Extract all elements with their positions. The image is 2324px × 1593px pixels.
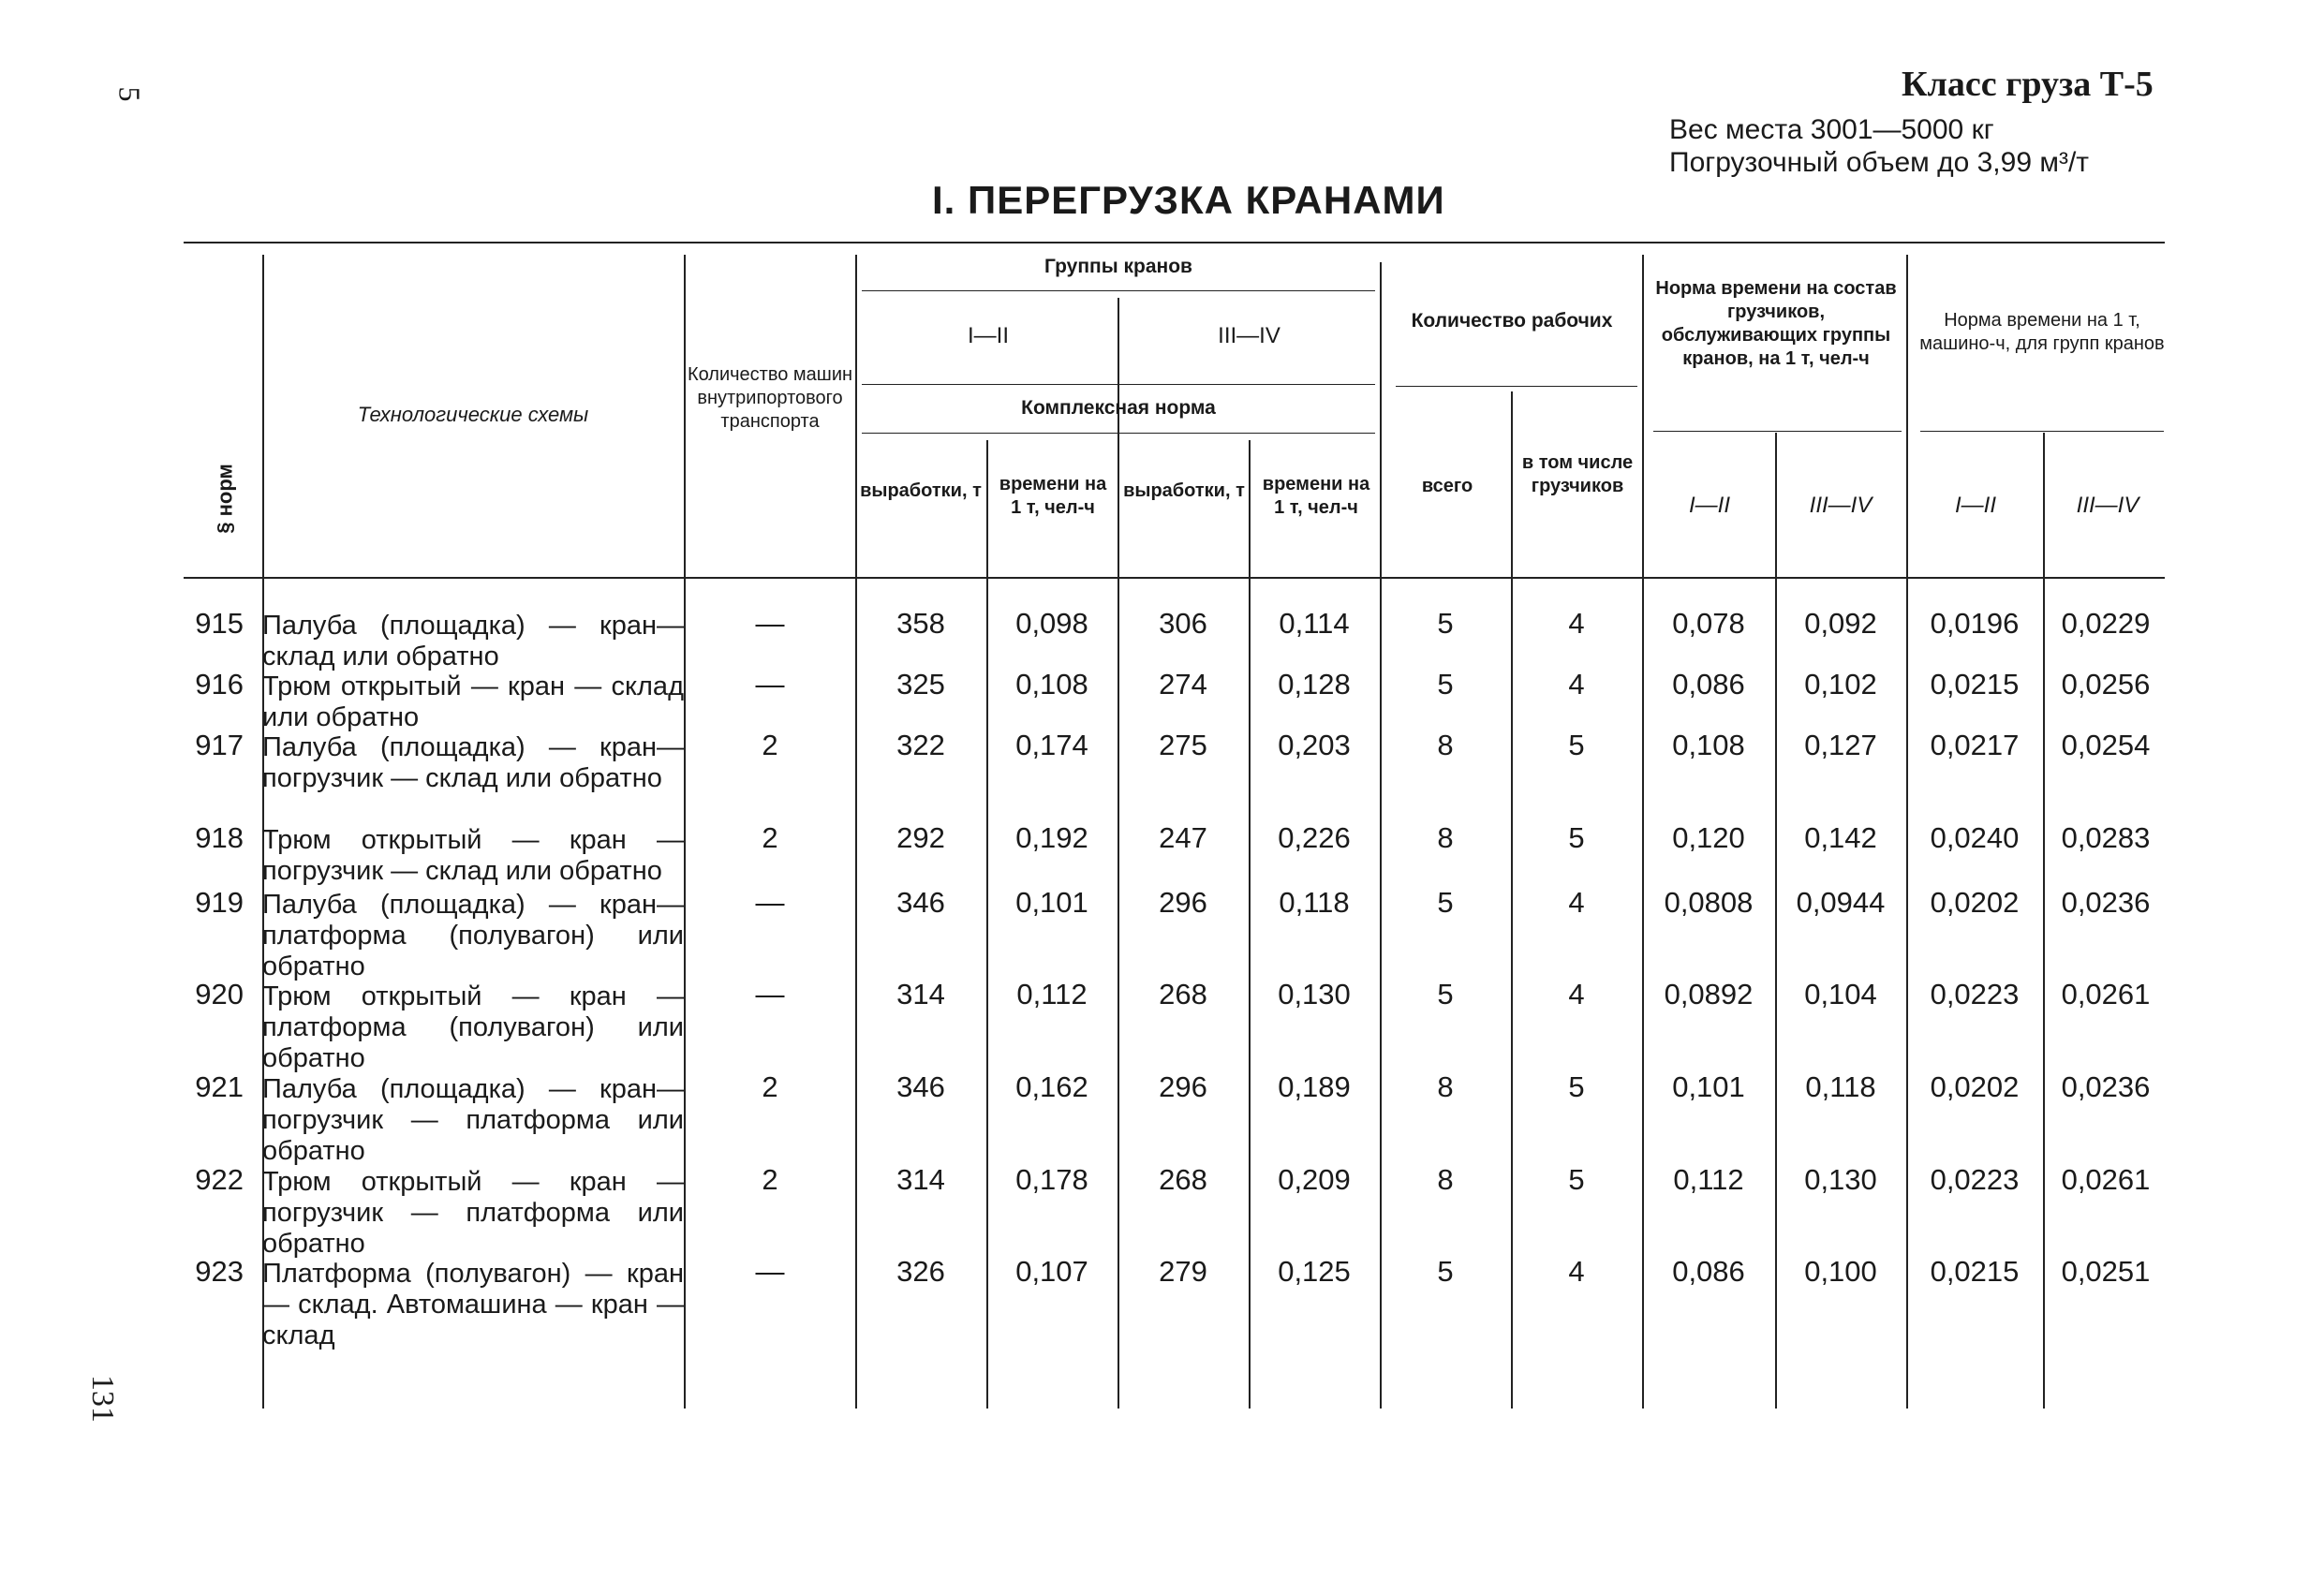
- crane-groups-rule: [862, 290, 1375, 291]
- cell-mach34: 0,0236: [2061, 1070, 2151, 1103]
- header-time-1: времени на 1 т, чел-ч: [999, 474, 1107, 518]
- cell-total: 5: [1437, 1255, 1454, 1288]
- col-divider: [855, 255, 857, 1409]
- cell-mach12: 0,0223: [1930, 1163, 2020, 1196]
- row-scheme: Палуба (площадка) — кран— погрузчик — склад или обратно: [262, 732, 684, 793]
- cell-machines: 2: [762, 1163, 778, 1196]
- cell-crew34: 0,142: [1804, 821, 1877, 854]
- cell-total: 5: [1437, 668, 1454, 701]
- header-output-1: выработки, т: [860, 480, 982, 501]
- cell-loaders: 5: [1568, 1070, 1585, 1103]
- cell-mach34: 0,0251: [2061, 1255, 2151, 1288]
- cell-total: 5: [1437, 886, 1454, 919]
- cell-time1: 0,178: [1015, 1163, 1088, 1196]
- cell-machines: 2: [762, 729, 778, 761]
- row-scheme: Палуба (площадка) — кран— платформа (полувагон) или обратно: [262, 890, 684, 981]
- page-number: 131: [85, 1375, 120, 1423]
- row-scheme: Палуба (площадка) — кран— склад или обратно: [262, 611, 684, 671]
- header-schemes: Технологические схемы: [357, 403, 589, 426]
- header-mach-3-4: III—IV: [2076, 493, 2139, 518]
- header-norm-time-machine: Норма времени на 1 т, машино-ч, для групп кранов: [1919, 310, 2165, 354]
- header-crew-1-2: I—II: [1688, 493, 1730, 518]
- header-crew-3-4: III—IV: [1809, 493, 1873, 518]
- row-norm-number: 922: [195, 1163, 244, 1196]
- cell-crew12: 0,0892: [1664, 978, 1754, 1010]
- col-divider: [1775, 433, 1777, 1409]
- col-divider: [1380, 262, 1382, 1409]
- header-workers-loaders: в том числе грузчиков: [1521, 452, 1634, 496]
- cell-time1: 0,101: [1015, 886, 1088, 919]
- table-top-rule: [184, 242, 2165, 243]
- col-divider: [1118, 298, 1119, 1409]
- cell-crew34: 0,118: [1805, 1070, 1876, 1103]
- cell-time1: 0,112: [1016, 978, 1088, 1010]
- cell-crew12: 0,112: [1673, 1163, 1744, 1196]
- cell-crew12: 0,078: [1672, 607, 1745, 640]
- cell-mach34: 0,0283: [2061, 821, 2151, 854]
- cell-out1: 346: [896, 886, 945, 919]
- col-divider: [1642, 255, 1644, 1409]
- cell-time1: 0,192: [1015, 821, 1088, 854]
- cell-time1: 0,107: [1015, 1255, 1088, 1288]
- cargo-class: Класс груза Т-5: [1902, 65, 2154, 104]
- cell-time2: 0,189: [1278, 1070, 1351, 1103]
- weight-line: Вес места 3001—5000 кг: [1669, 114, 1994, 145]
- cell-mach34: 0,0229: [2061, 607, 2151, 640]
- header-workers: Количество рабочих: [1411, 310, 1613, 332]
- cell-out2: 296: [1159, 1070, 1207, 1103]
- cell-total: 8: [1437, 821, 1454, 854]
- cell-machines: —: [755, 886, 785, 919]
- cell-out1: 292: [896, 821, 945, 854]
- cell-time2: 0,128: [1278, 668, 1351, 701]
- row-norm-number: 921: [195, 1070, 244, 1103]
- cell-out1: 346: [896, 1070, 945, 1103]
- header-time-2: времени на 1 т, чел-ч: [1262, 474, 1370, 518]
- cell-mach12: 0,0223: [1930, 978, 2020, 1010]
- cell-machines: —: [755, 607, 785, 640]
- cell-mach34: 0,0236: [2061, 886, 2151, 919]
- cell-out1: 325: [896, 668, 945, 701]
- cell-mach34: 0,0261: [2061, 1163, 2151, 1196]
- cell-loaders: 5: [1568, 821, 1585, 854]
- cell-out2: 268: [1159, 1163, 1207, 1196]
- cell-loaders: 4: [1568, 1255, 1585, 1288]
- cell-time1: 0,162: [1015, 1070, 1088, 1103]
- complex-norm-top-rule: [862, 384, 1375, 385]
- cell-mach12: 0,0196: [1930, 607, 2020, 640]
- cell-time2: 0,226: [1278, 821, 1351, 854]
- cell-crew34: 0,100: [1804, 1255, 1877, 1288]
- cell-time2: 0,125: [1278, 1255, 1351, 1288]
- cell-out1: 322: [896, 729, 945, 761]
- row-scheme: Трюм открытый — кран — склад или обратно: [262, 671, 684, 732]
- cell-mach34: 0,0261: [2061, 978, 2151, 1010]
- complex-norm-bottom-rule: [862, 433, 1375, 434]
- cell-crew34: 0,130: [1804, 1163, 1877, 1196]
- cell-total: 5: [1437, 607, 1454, 640]
- cell-loaders: 4: [1568, 886, 1585, 919]
- cell-time2: 0,130: [1278, 978, 1351, 1010]
- col-divider: [986, 440, 988, 1409]
- cell-total: 8: [1437, 1070, 1454, 1103]
- cell-machines: 2: [762, 821, 778, 854]
- col-divider: [1511, 391, 1513, 1409]
- cell-machines: 2: [762, 1070, 778, 1103]
- cell-out2: 247: [1159, 821, 1207, 854]
- col-divider: [1906, 255, 1908, 1409]
- cell-mach34: 0,0256: [2061, 668, 2151, 701]
- row-norm-number: 920: [195, 978, 244, 1010]
- cell-mach12: 0,0240: [1930, 821, 2020, 854]
- row-norm-number: 915: [195, 607, 244, 640]
- header-workers-total: всего: [1421, 476, 1473, 496]
- cell-time2: 0,203: [1278, 729, 1351, 761]
- cell-mach12: 0,0202: [1930, 886, 2020, 919]
- cell-out2: 274: [1159, 668, 1207, 701]
- cell-time1: 0,098: [1015, 607, 1088, 640]
- cell-machines: —: [755, 668, 785, 701]
- cell-mach12: 0,0215: [1930, 668, 2020, 701]
- workers-rule: [1396, 386, 1637, 387]
- row-norm-number: 916: [195, 668, 244, 701]
- row-scheme: Платформа (полувагон) — кран — склад. Автомашина — кран — склад: [262, 1259, 684, 1350]
- cell-time2: 0,209: [1278, 1163, 1351, 1196]
- section-title: I. ПЕРЕГРУЗКА КРАНАМИ: [932, 178, 1445, 222]
- row-norm-number: 917: [195, 729, 244, 761]
- col-divider: [1249, 440, 1251, 1409]
- cell-machines: —: [755, 978, 785, 1010]
- cell-out2: 275: [1159, 729, 1207, 761]
- cell-machines: —: [755, 1255, 785, 1288]
- cell-time1: 0,108: [1015, 668, 1088, 701]
- cell-crew12: 0,120: [1672, 821, 1745, 854]
- header-complex-norm: Комплексная норма: [1021, 397, 1216, 419]
- machine-norm-rule: [1920, 431, 2164, 432]
- cell-mach12: 0,0202: [1930, 1070, 2020, 1103]
- cell-crew34: 0,104: [1804, 978, 1877, 1010]
- cell-mach34: 0,0254: [2061, 729, 2151, 761]
- crew-norm-rule: [1653, 431, 1902, 432]
- cell-total: 8: [1437, 729, 1454, 761]
- cell-out2: 306: [1159, 607, 1207, 640]
- cell-crew34: 0,127: [1804, 729, 1877, 761]
- row-scheme: Трюм открытый — кран — погрузчик — платформа или обратно: [262, 1167, 684, 1259]
- cell-out2: 268: [1159, 978, 1207, 1010]
- cell-crew12: 0,101: [1672, 1070, 1745, 1103]
- cell-loaders: 4: [1568, 978, 1585, 1010]
- cell-mach12: 0,0215: [1930, 1255, 2020, 1288]
- cell-crew12: 0,0808: [1664, 886, 1754, 919]
- cell-total: 5: [1437, 978, 1454, 1010]
- row-norm-number: 923: [195, 1255, 244, 1288]
- cell-loaders: 5: [1568, 1163, 1585, 1196]
- cell-crew34: 0,092: [1804, 607, 1877, 640]
- cell-loaders: 4: [1568, 607, 1585, 640]
- cell-out1: 358: [896, 607, 945, 640]
- header-group-3-4: III—IV: [1218, 323, 1280, 348]
- header-output-2: выработки, т: [1123, 480, 1245, 501]
- cell-out1: 314: [896, 1163, 945, 1196]
- cell-out1: 326: [896, 1255, 945, 1288]
- cell-time1: 0,174: [1015, 729, 1088, 761]
- row-scheme: Трюм открытый — кран — погрузчик — склад или обратно: [262, 825, 684, 886]
- cell-crew34: 0,102: [1804, 668, 1877, 701]
- header-group-1-2: I—II: [967, 323, 1009, 348]
- cell-crew12: 0,086: [1672, 1255, 1745, 1288]
- row-norm-number: 918: [195, 821, 244, 854]
- cell-time2: 0,114: [1279, 607, 1350, 640]
- volume-line: Погрузочный объем до 3,99 м³/т: [1669, 147, 2090, 178]
- cell-out2: 279: [1159, 1255, 1207, 1288]
- header-crane-groups: Группы кранов: [1044, 256, 1192, 277]
- cell-total: 8: [1437, 1163, 1454, 1196]
- cell-crew34: 0,0944: [1796, 886, 1886, 919]
- cell-out2: 296: [1159, 886, 1207, 919]
- cell-time2: 0,118: [1279, 886, 1350, 919]
- cell-loaders: 5: [1568, 729, 1585, 761]
- cell-crew12: 0,086: [1672, 668, 1745, 701]
- row-norm-number: 919: [195, 886, 244, 919]
- side-mark-top: 5: [112, 86, 147, 102]
- header-norm-no: § норм: [213, 464, 237, 534]
- cell-out1: 314: [896, 978, 945, 1010]
- header-machines: Количество машин внутрипортового транспорта: [687, 364, 853, 432]
- header-norm-time-crew: Норма времени на состав грузчиков, обслуживающих группы кранов, на 1 т, чел-ч: [1655, 278, 1897, 369]
- cell-loaders: 4: [1568, 668, 1585, 701]
- col-divider: [684, 255, 686, 1409]
- row-scheme: Трюм открытый — кран — платформа (полувагон) или обратно: [262, 981, 684, 1073]
- row-scheme: Палуба (площадка) — кран— погрузчик — платформа или обратно: [262, 1074, 684, 1166]
- cell-mach12: 0,0217: [1930, 729, 2020, 761]
- cell-crew12: 0,108: [1672, 729, 1745, 761]
- header-mach-1-2: I—II: [1954, 493, 1996, 518]
- header-bottom-rule: [184, 577, 2165, 579]
